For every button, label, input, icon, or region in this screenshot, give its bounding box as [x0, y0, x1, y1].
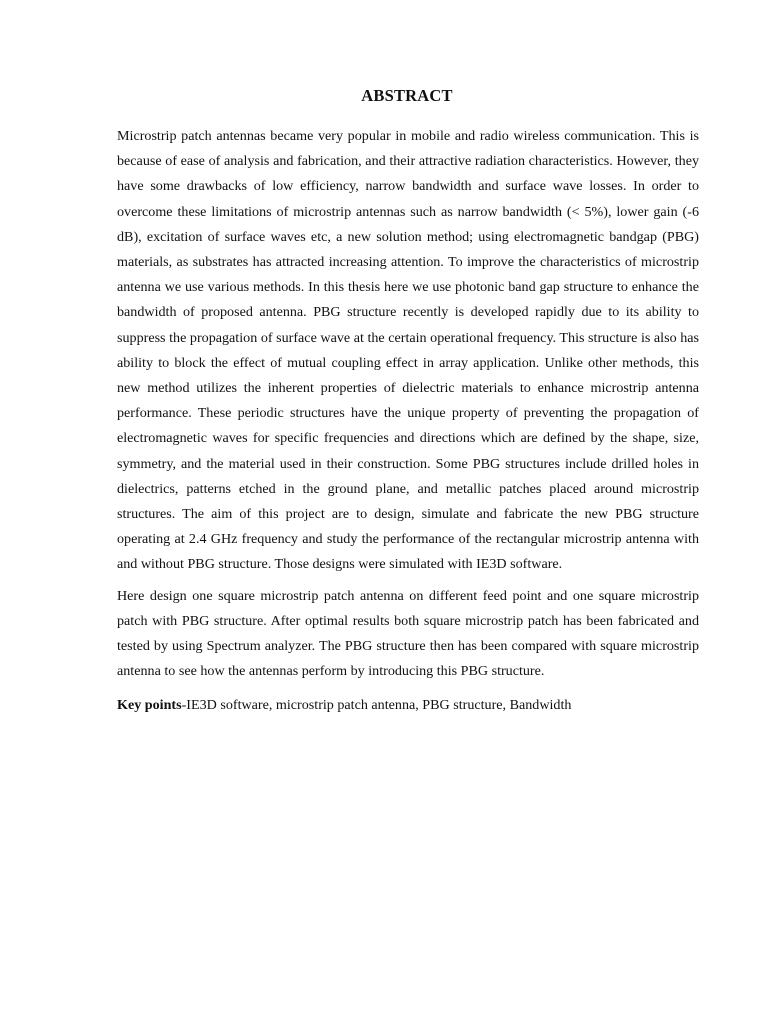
abstract-paragraph-2: Here design one square microstrip patch antenna on different feed point and one square microstrip patch with PBG structure. After optimal results both square microstrip patch has been fabricated and tested by using Spectrum analyzer. The PBG structure then has been compared with square microstrip antenna to see how the antennas perform by introducing this PBG structure.: [117, 587, 699, 680]
key-points-label: Key points: [117, 697, 182, 714]
key-points-line: [117, 693, 699, 718]
abstract-body: [117, 124, 699, 719]
key-points-text: -IE3D software, microstrip patch antenna, PBG structure, Bandwidth: [181, 697, 572, 714]
abstract-title: ABSTRACT: [361, 86, 453, 105]
abstract-paragraph-1: Microstrip patch antennas became very popular in mobile and radio wireless communication. This is because of ease of analysis and fabrication, and their attractive radiation characteristics. However, they have some drawbacks of low efficiency, narrow bandwidth and surface wave losses. In order to overcome these limitations of microstrip antennas such as narrow bandwidth (< 5%), lower gain (-6 dB), excitation of surface waves etc, a new solution method; using electromagnetic bandgap (PBG) materials, as substrates has attracted increasing attention. To improve the characteristics of microstrip antenna we use various methods. In this thesis here we use photonic band gap structure to enhance the bandwidth of proposed antenna. PBG structure recently is developed rapidly due to its ability to suppress the propagation of surface wave at the certain operational frequency. This structure is also has ability to block the effect of mutual coupling effect in array application. Unlike other methods, this new method utilizes the inherent properties of dielectric materials to enhance microstrip antenna performance. These periodic structures have the unique property of preventing the propagation of electromagnetic waves for specific frequencies and directions which are defined by the shape, size, symmetry, and the material used in their construction. Some PBG structures include drilled holes in dielectrics, patterns etched in the ground plane, and metallic patches placed around microstrip structures. The aim of this project are to design, simulate and fabricate the new PBG structure operating at 2.4 GHz frequency and study the performance of the rectangular microstrip antenna with and without PBG structure. Those designs were simulated with IE3D software.: [117, 128, 699, 573]
